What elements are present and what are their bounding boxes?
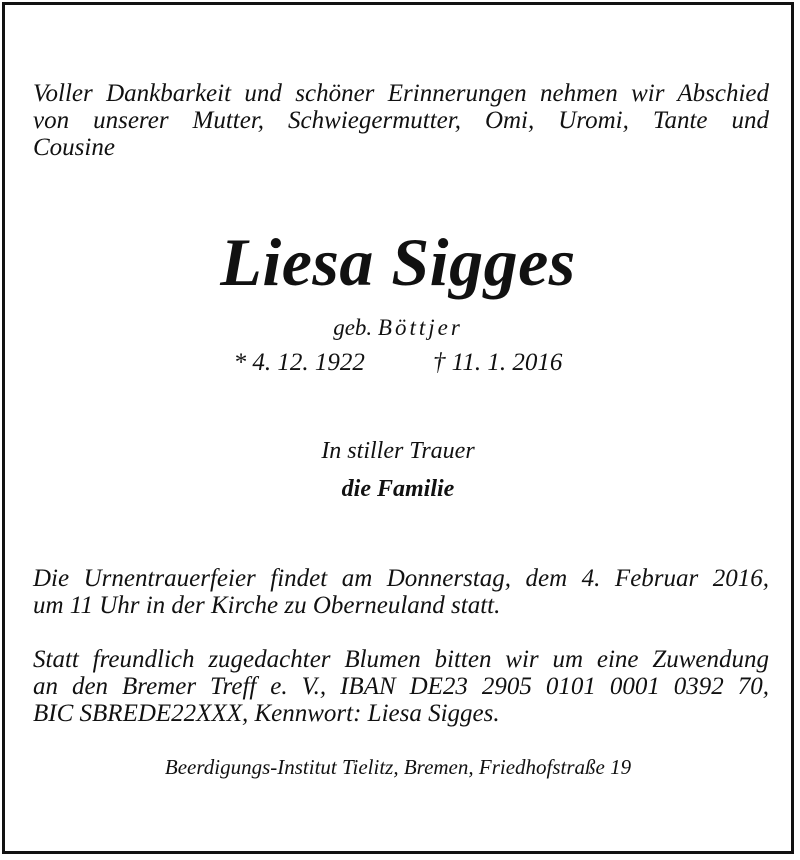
maiden-name: Böttjer xyxy=(377,315,463,340)
intro-line: Cousine xyxy=(33,134,115,161)
life-dates xyxy=(0,348,796,378)
donation-line: BIC SBREDE22XXX, Kennwort: Liesa Sigges. xyxy=(33,700,500,727)
mourning-phrase: In stiller Trauer xyxy=(321,438,475,464)
death-date: † 11. 1. 2016 xyxy=(432,349,563,376)
deceased-name: Liesa Sigges xyxy=(220,224,576,300)
ceremony-line: Die Urnentrauerfeier findet am Donnerstag, dem 4. Februar 2016, xyxy=(33,565,769,592)
ceremony-line: um 11 Uhr in der Kirche zu Oberneuland statt. xyxy=(33,592,501,619)
mourners-signature: die Familie xyxy=(341,476,455,502)
maiden-name-line xyxy=(0,314,796,342)
funeral-home-footer: Beerdigungs-Institut Tielitz, Bremen, Friedhofstraße 19 xyxy=(164,755,632,779)
birth-date: * 4. 12. 1922 xyxy=(233,349,365,376)
donation-line: an den Bremer Treff e. V., IBAN DE23 2905 0101 0001 0392 70, xyxy=(33,673,769,700)
intro-line: Voller Dankbarkeit und schöner Erinnerungen nehmen wir Abschied xyxy=(33,80,769,107)
donation-line: Statt freundlich zugedachter Blumen bitten wir um eine Zuwendung xyxy=(33,646,769,673)
ceremony-paragraph xyxy=(33,565,769,619)
intro-line: von unserer Mutter, Schwiegermutter, Omi, Uromi, Tante und xyxy=(33,107,769,134)
donation-paragraph xyxy=(33,646,769,727)
intro-paragraph xyxy=(33,80,769,161)
maiden-prefix: geb. xyxy=(333,315,373,340)
